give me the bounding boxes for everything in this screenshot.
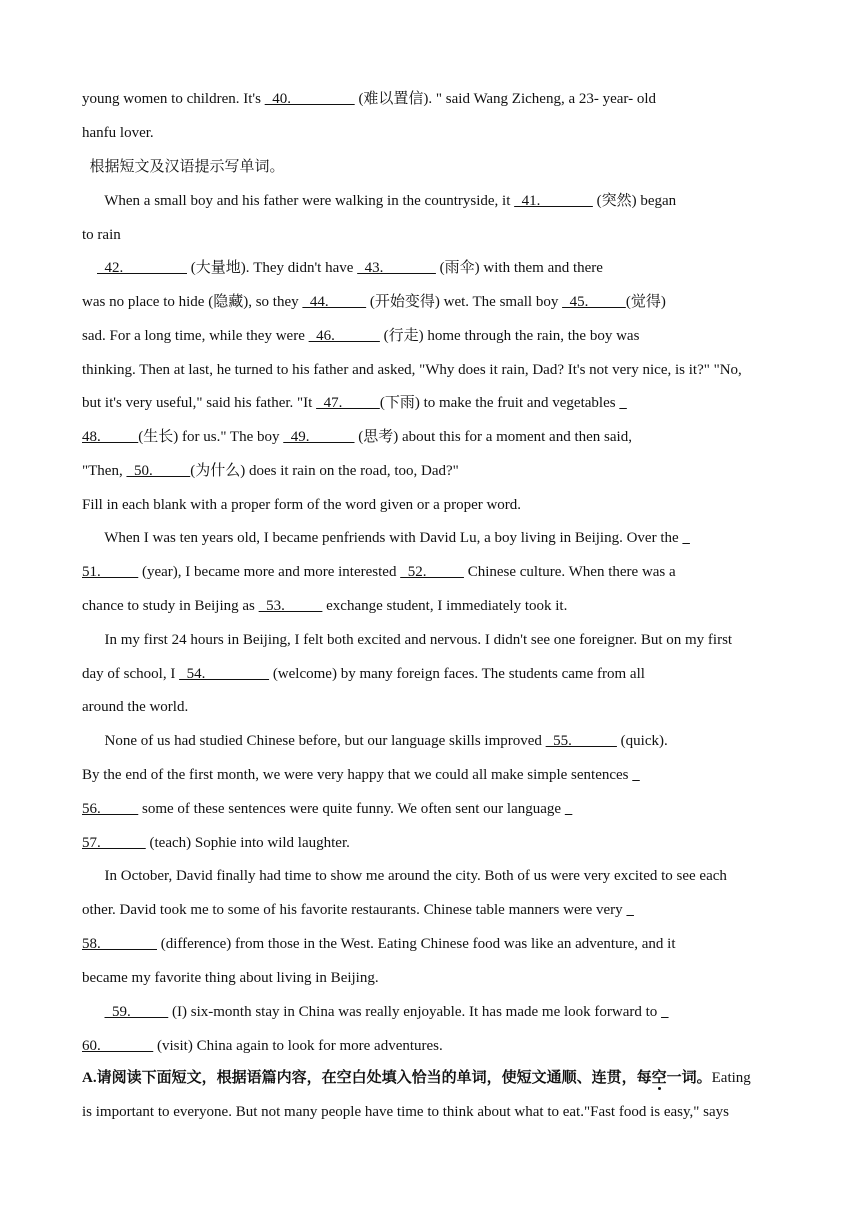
text-segment: (I) six-month stay in China was really enjoyable. It has made me look forward to <box>168 1004 662 1020</box>
text-segment: (思考) about this for a moment and then said, <box>354 429 632 445</box>
answer-blank[interactable]: 49. <box>283 429 355 445</box>
answer-blank[interactable]: 55. <box>545 733 617 749</box>
text-segment: Fill in each blank with a proper form of the word given or a proper word. <box>82 497 522 513</box>
answer-blank[interactable] <box>626 900 634 920</box>
text-line <box>82 630 786 650</box>
text-segment: hanfu lover. <box>82 125 154 141</box>
answer-blank[interactable] <box>565 799 573 819</box>
text-line <box>82 495 786 515</box>
text-segment: (visit) China again to look for more adventures. <box>153 1038 443 1054</box>
text-line <box>82 833 786 853</box>
text-line <box>82 697 786 717</box>
text-line <box>82 123 786 143</box>
text-line <box>82 799 786 819</box>
text-segment: some of these sentences were quite funny. We often sent our language <box>138 801 565 817</box>
text-line <box>82 1068 786 1088</box>
text-line <box>82 326 786 346</box>
section-instruction: 空 <box>651 1070 667 1086</box>
text-line <box>82 900 786 920</box>
text-segment: (quick). <box>616 733 668 749</box>
answer-blank[interactable] <box>682 528 690 548</box>
text-segment: was no place to hide (隐藏), so they <box>82 294 303 310</box>
text-segment: (生长) for us." The boy <box>138 429 284 445</box>
text-segment: to rain <box>82 227 121 243</box>
answer-blank[interactable]: 44. <box>302 294 367 310</box>
section-instruction: 每 <box>636 1070 652 1086</box>
answer-blank[interactable]: 51. <box>82 564 139 580</box>
text-segment: (difference) from those in the West. Eating Chinese food was like an adventure, and it <box>157 936 676 952</box>
text-segment: young women to children. It's <box>82 91 265 107</box>
section-instruction: 一词。 <box>666 1070 712 1086</box>
text-segment: became my favorite thing about living in Beijing. <box>82 970 379 986</box>
text-line <box>82 427 786 447</box>
text-segment: (大量地). They didn't have <box>187 260 358 276</box>
text-line <box>82 89 786 109</box>
text-segment: (觉得) <box>625 294 666 310</box>
text-segment: (下雨) to make the fruit and vegetables <box>379 395 620 411</box>
answer-blank[interactable]: 59. <box>104 1004 169 1020</box>
answer-blank[interactable]: 54. <box>179 666 270 682</box>
answer-blank[interactable] <box>619 393 627 413</box>
text-line <box>82 191 786 211</box>
text-segment: is important to everyone. But not many people have time to think about what to eat."Fast food is easy," says <box>82 1104 729 1120</box>
text-line <box>82 765 786 785</box>
text-segment: (teach) Sophie into wild laughter. <box>145 835 350 851</box>
text-line <box>82 596 786 616</box>
answer-blank[interactable]: 56. <box>82 801 139 817</box>
text-segment: 根据短文及汉语提示写单词。 <box>82 159 285 175</box>
answer-blank[interactable]: 60. <box>82 1038 154 1054</box>
answer-blank[interactable]: 42. <box>97 260 187 276</box>
text-line <box>82 393 786 413</box>
text-segment: thinking. Then at last, he turned to his father and asked, "Why does it rain, Dad? It's not very nice, is it?" "No, <box>82 362 742 378</box>
text-segment: (year), I became more and more interested <box>138 564 401 580</box>
text-segment <box>82 260 97 276</box>
answer-blank[interactable]: 48. <box>82 429 139 445</box>
answer-blank[interactable]: 58. <box>82 936 157 952</box>
text-segment: "Then, <box>82 463 127 479</box>
text-line <box>82 1002 786 1022</box>
text-segment: Chinese culture. When there was a <box>463 564 676 580</box>
answer-blank[interactable]: 50. <box>126 463 191 479</box>
text-segment: day of school, I <box>82 666 180 682</box>
text-line <box>82 866 786 886</box>
answer-blank[interactable]: 53. <box>258 598 323 614</box>
text-segment: (突然) began <box>592 193 677 209</box>
text-segment: (难以置信). " said Wang Zicheng, a 23- year- old <box>354 91 657 107</box>
text-segment: around the world. <box>82 699 189 715</box>
text-line <box>82 731 786 751</box>
text-segment: In my first 24 hours in Beijing, I felt both excited and nervous. I didn't see one foreigner. But on my first <box>82 632 733 648</box>
text-line <box>82 528 786 548</box>
text-segment: but it's very useful," said his father. "It <box>82 395 317 411</box>
text-segment: (为什么) does it rain on the road, too, Dad?" <box>190 463 459 479</box>
text-segment: (行走) home through the rain, the boy was <box>379 328 640 344</box>
text-segment: By the end of the first month, we were very happy that we could all make simple sentences <box>82 767 633 783</box>
text-line <box>82 562 786 582</box>
text-segment: sad. For a long time, while they were <box>82 328 309 344</box>
text-segment: Eating <box>711 1070 751 1086</box>
text-segment <box>82 1004 105 1020</box>
answer-blank[interactable]: 47. <box>316 395 380 411</box>
answer-blank[interactable]: 52. <box>400 564 464 580</box>
answer-blank[interactable] <box>632 765 640 785</box>
text-segment: When a small boy and his father were walking in the countryside, it <box>82 193 515 209</box>
text-segment: chance to study in Beijing as <box>82 598 259 614</box>
text-line <box>82 225 786 245</box>
text-line <box>82 1036 786 1056</box>
text-line <box>82 1102 786 1122</box>
answer-blank[interactable]: 43. <box>357 260 436 276</box>
text-segment: (welcome) by many foreign faces. The students came from all <box>269 666 645 682</box>
text-segment: other. David took me to some of his favorite restaurants. Chinese table manners were very <box>82 902 627 918</box>
text-segment: exchange student, I immediately took it. <box>322 598 568 614</box>
section-instruction: A.请阅读下面短文，根据语篇内容，在空白处填入恰当的单词，使短文通顺、连贯， <box>82 1070 637 1086</box>
text-segment: None of us had studied Chinese before, but our language skills improved <box>82 733 546 749</box>
text-segment: (开始变得) wet. The small boy <box>366 294 563 310</box>
text-line <box>82 360 786 380</box>
answer-blank[interactable]: 40. <box>264 91 355 107</box>
text-line <box>82 968 786 988</box>
text-line <box>82 934 786 954</box>
answer-blank[interactable]: 45. <box>562 294 626 310</box>
answer-blank[interactable]: 46. <box>308 328 380 344</box>
text-segment: When I was ten years old, I became penfriends with David Lu, a boy living in Beijing. Over the <box>82 530 683 546</box>
answer-blank[interactable]: 57. <box>82 835 146 851</box>
text-line <box>82 664 786 684</box>
text-segment: In October, David finally had time to show me around the city. Both of us were very excited to see each <box>82 868 727 884</box>
answer-blank[interactable]: 41. <box>514 193 593 209</box>
text-line <box>82 461 786 481</box>
text-segment: (雨伞) with them and there <box>435 260 603 276</box>
text-line <box>82 292 786 312</box>
answer-blank[interactable] <box>661 1002 669 1022</box>
text-line <box>82 157 786 177</box>
text-line <box>82 258 786 278</box>
